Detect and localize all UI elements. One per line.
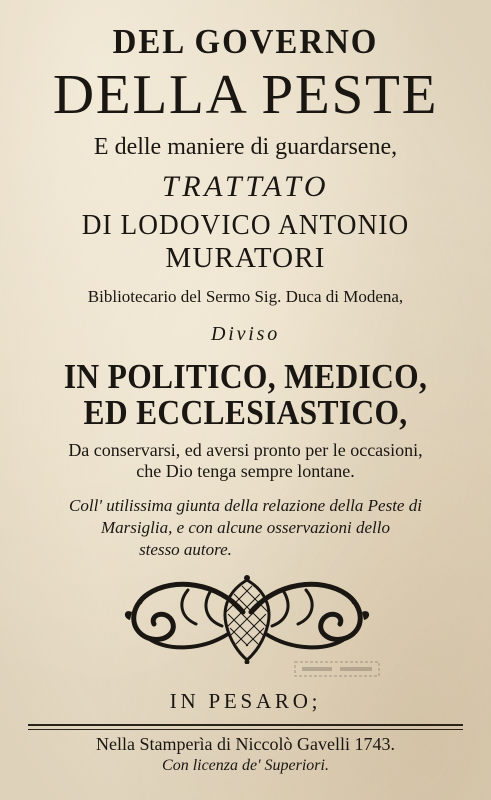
supplement-line-2: Marsiglia, e con alcune osservazioni dello: [101, 518, 390, 537]
division-line-2: ED ECCLESIASTICO,: [83, 393, 408, 432]
purpose-line-2: che Dio tenga sempre lontane.: [136, 461, 355, 481]
genre-line: TRATTATO: [161, 170, 330, 203]
faded-stamp-mark: [294, 660, 380, 678]
author-line-2: MURATORI: [165, 242, 326, 274]
title-line-2: DELLA PESTE: [52, 64, 439, 126]
imprint-place: IN PESARO;: [169, 689, 322, 713]
purpose-line-1: Da conservarsi, ed aversi pronto per le occasioni,: [68, 440, 423, 460]
author-office-line: Bibliotecario del Sermo Sig. Duca di Modena,: [87, 287, 404, 306]
license-line: Con licenza de' Superiori.: [162, 757, 329, 774]
supplement-line-3: stesso autore.: [139, 540, 232, 559]
imprint-rule: [28, 724, 463, 726]
author-line-1: DI LODOVICO ANTONIO: [81, 209, 410, 241]
division-line-1: IN POLITICO, MEDICO,: [63, 357, 428, 396]
scrollwork-ornament-icon: [118, 572, 376, 664]
imprint-rule-thin: [28, 729, 463, 730]
title-line-1: DEL GOVERNO: [112, 22, 379, 61]
subtitle-line: E delle maniere di guardarsene,: [93, 134, 398, 160]
printer-line: Nella Stamperìa di Niccolò Gavelli 1743.: [96, 734, 395, 754]
supplement-line-1: Coll' utilissima giunta della relazione della Peste di: [69, 496, 422, 515]
divided-line: Diviso: [210, 323, 281, 345]
